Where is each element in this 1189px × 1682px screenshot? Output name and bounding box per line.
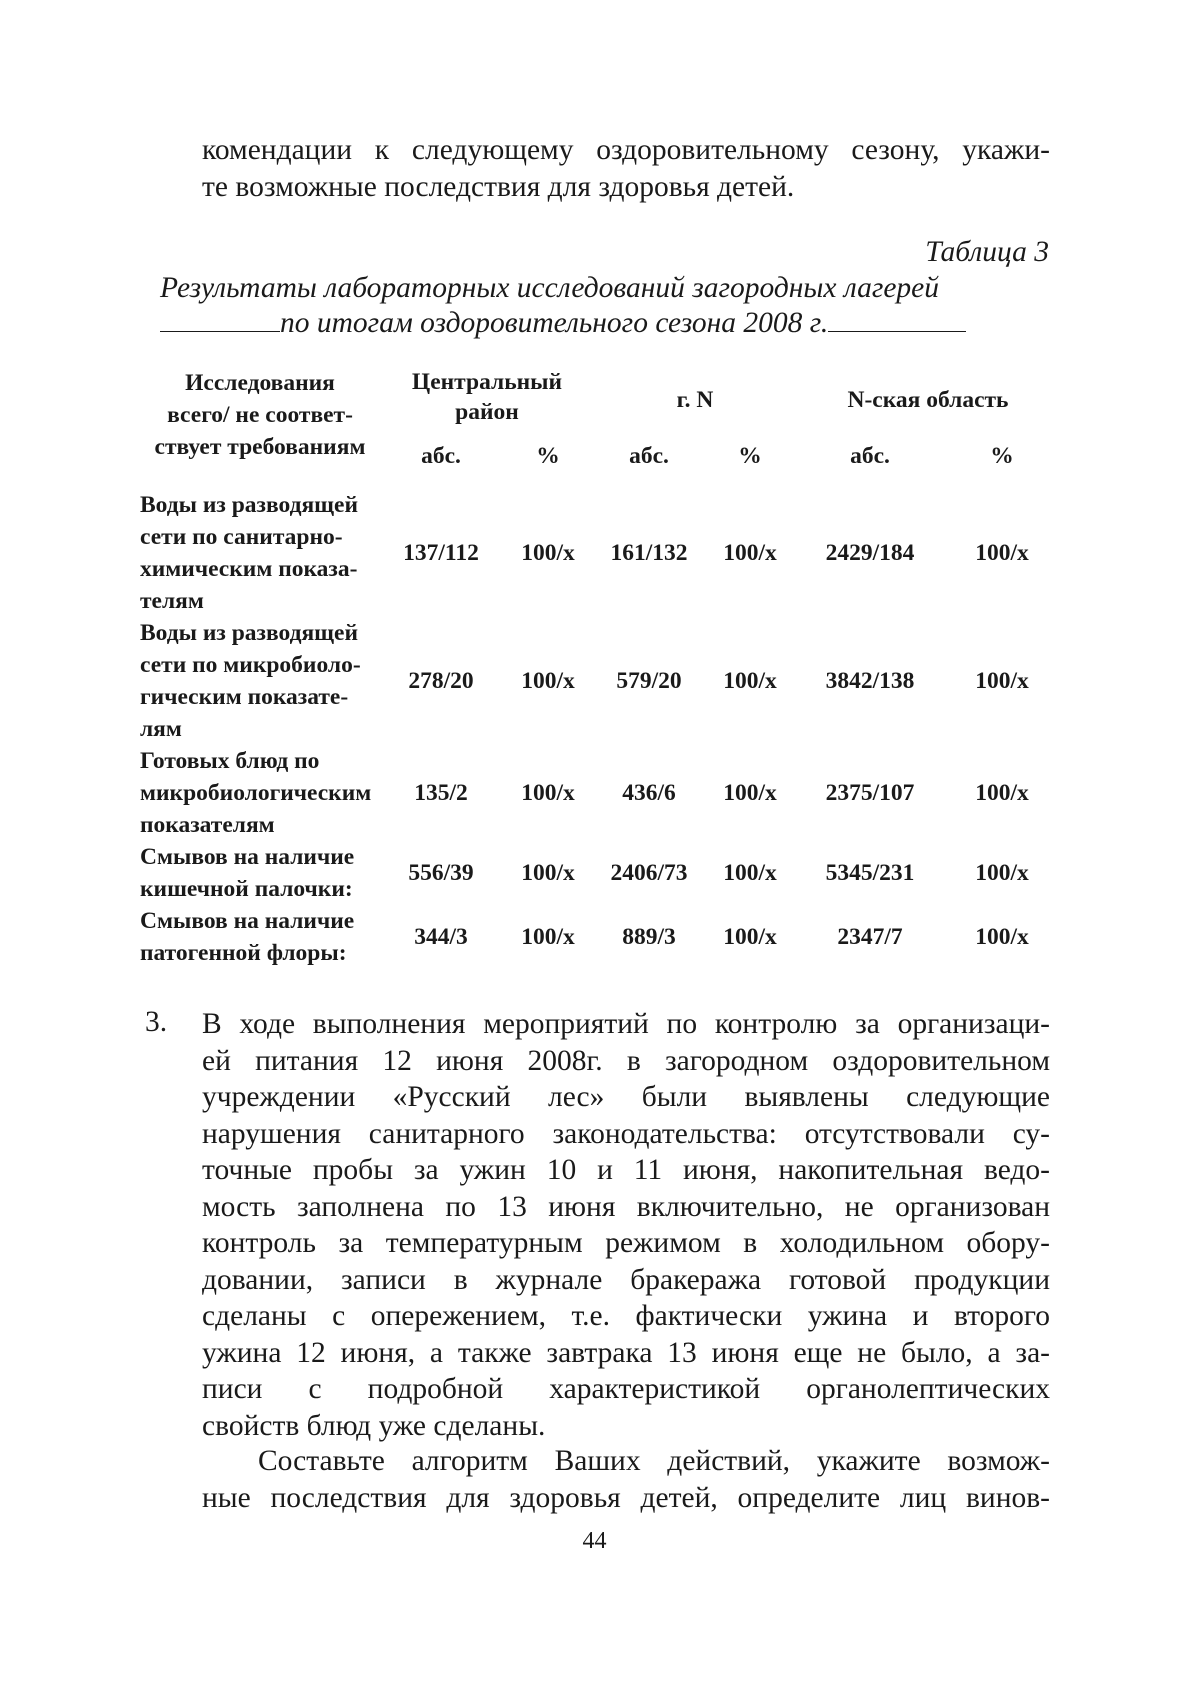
cell-city-abs: 436/6	[622, 779, 676, 806]
header-region-central: Центральный район	[411, 369, 563, 425]
cell-oblast-abs: 2347/7	[837, 923, 903, 950]
item3-line: ужина 12 июня, а также завтрака 13 июня еще не было, а за-	[202, 1336, 1050, 1369]
item3-line: писи с подробной характеристикой органолептических	[202, 1373, 1050, 1405]
item3-line: мость заполнена по 13 июня включительно, не организован	[202, 1190, 1050, 1223]
cell-oblast-pct: 100/х	[975, 667, 1029, 694]
cell-city-pct: 100/х	[723, 667, 777, 694]
header-row	[140, 367, 1060, 433]
cell-city-pct: 100/х	[723, 779, 777, 806]
table-number-label: Таблица 3	[925, 236, 1049, 268]
cell-city-abs: 889/3	[622, 923, 676, 950]
row-label: Смывов на наличие патогенной флоры:	[140, 908, 355, 966]
cell-city-pct: 100/х	[723, 923, 777, 950]
intro-line: комендации к следующему оздоровительному сезону, укажи-	[202, 134, 1050, 166]
cell-oblast-pct: 100/х	[975, 539, 1029, 566]
cell-oblast-abs: 3842/138	[825, 667, 915, 694]
cell-central-pct: 100/х	[521, 859, 575, 886]
item-number: 3.	[145, 1006, 168, 1038]
title-blank-left	[160, 307, 280, 332]
item3-line: сделаны с опережением, т.е. фактически ужина и второго	[202, 1300, 1050, 1332]
cell-central-pct: 100/х	[521, 923, 575, 950]
header-studies: Исследования всего/ не соответ- ствует требованиям	[154, 370, 366, 460]
cell-oblast-pct: 100/х	[975, 923, 1029, 950]
item3-line: В ходе выполнения мероприятий по контролю за организаци-	[202, 1008, 1050, 1040]
cell-oblast-abs: 2375/107	[825, 779, 915, 806]
cell-oblast-abs: 5345/231	[825, 859, 915, 886]
row-label: Воды из разводящей сети по микробиоло- гическим показате- лям	[140, 620, 361, 742]
item3-line: нарушения санитарного законодательства: отсутствовали су-	[202, 1117, 1050, 1150]
cell-oblast-pct: 100/х	[975, 859, 1029, 886]
table-row	[140, 841, 1060, 905]
intro-paragraph	[202, 132, 1050, 205]
intro-line: те возможные последствия для здоровья детей.	[202, 170, 795, 203]
item3-line: контроль за температурным режимом в холодильном обору-	[202, 1227, 1050, 1259]
item3-line: ей питания 12 июня 2008г. в загородном оздоровительном	[202, 1044, 1050, 1077]
item3-line: довании, записи в журнале бракеража готовой продукции	[202, 1263, 1050, 1296]
cell-central-pct: 100/х	[521, 667, 575, 694]
header-region-oblast: N-ская область	[847, 386, 1009, 413]
header-abs: абс.	[421, 442, 461, 469]
cell-central-abs: 344/3	[414, 923, 468, 950]
cell-central-pct: 100/х	[521, 779, 575, 806]
table-row	[140, 489, 1060, 617]
cell-city-abs: 579/20	[616, 667, 682, 694]
table-title-line2	[160, 307, 966, 340]
cell-city-abs: 161/132	[610, 539, 688, 566]
cell-central-abs: 278/20	[408, 667, 474, 694]
item3-line: точные пробы за ужин 10 и 11 июня, накопительная ведо-	[202, 1154, 1050, 1186]
cell-central-abs: 556/39	[408, 859, 474, 886]
cell-oblast-abs: 2429/184	[825, 539, 915, 566]
cell-city-pct: 100/х	[723, 539, 777, 566]
header-pct: %	[738, 442, 762, 469]
header-abs: абс.	[850, 442, 890, 469]
row-label: Готовых блюд по микробиологическим показателям	[140, 748, 372, 838]
title-blank-right	[828, 307, 966, 332]
table-row	[140, 905, 1060, 969]
row-label: Смывов на наличие кишечной палочки:	[140, 844, 355, 902]
header-pct: %	[536, 442, 560, 469]
task-line: ные последствия для здоровья детей, определите лиц винов-	[202, 1481, 1050, 1514]
cell-central-abs: 135/2	[414, 779, 468, 806]
task-paragraph	[202, 1443, 1050, 1516]
page-number: 44	[582, 1528, 607, 1554]
item3-line: учреждении «Русский лес» были выявлены следующие	[202, 1081, 1050, 1113]
header-pct: %	[990, 442, 1014, 469]
item3-paragraph	[202, 1006, 1050, 1444]
results-table	[140, 367, 1060, 969]
header-abs: абс.	[629, 442, 669, 469]
cell-central-abs: 137/112	[403, 539, 479, 566]
cell-oblast-pct: 100/х	[975, 779, 1029, 806]
table-row	[140, 745, 1060, 841]
row-label: Воды из разводящей сети по санитарно- химическим показа- телям	[140, 492, 358, 614]
task-line: Составьте алгоритм Ваших действий, укажите возмож-	[258, 1445, 1050, 1477]
item3-line: свойств блюд уже сделаны.	[202, 1409, 546, 1442]
table-title-text: по итогам оздоровительного сезона 2008 г.	[280, 307, 829, 339]
table-title-line1: Результаты лабораторных исследований загородных лагерей	[160, 272, 940, 304]
header-region-city: г. N	[676, 386, 714, 413]
cell-city-pct: 100/х	[723, 859, 777, 886]
table-row	[140, 617, 1060, 745]
cell-city-abs: 2406/73	[610, 859, 688, 886]
cell-central-pct: 100/х	[521, 539, 575, 566]
